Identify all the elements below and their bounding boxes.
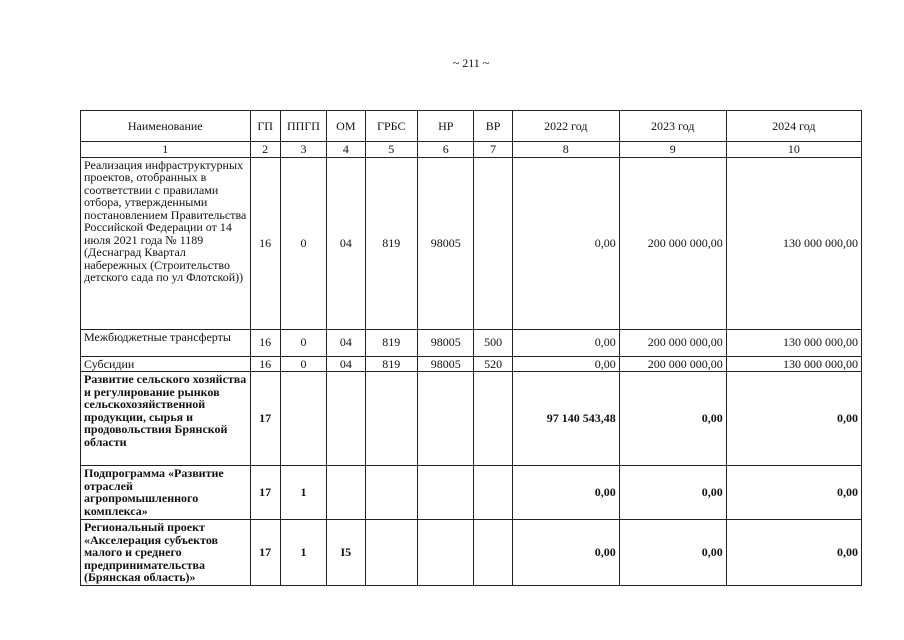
- row-nr: [417, 466, 474, 520]
- header-ppgp: ППГП: [280, 111, 326, 142]
- header-2024: 2024 год: [726, 111, 861, 142]
- header-grbs: ГРБС: [365, 111, 417, 142]
- row-2022: 0,00: [512, 520, 619, 586]
- row-nr: 98005: [417, 157, 474, 329]
- table-row: [81, 466, 862, 520]
- row-gp: 17: [250, 372, 280, 466]
- row-2023: 200 000 000,00: [619, 329, 726, 356]
- table-row: [81, 372, 862, 466]
- column-number: 3: [280, 142, 326, 158]
- row-grbs: 819: [365, 356, 417, 372]
- header-nr: НР: [417, 111, 474, 142]
- row-om: [327, 466, 365, 520]
- row-gp: 16: [250, 329, 280, 356]
- row-om: [327, 372, 365, 466]
- table-row: [81, 356, 862, 372]
- row-2023: 0,00: [619, 466, 726, 520]
- row-2024: 0,00: [726, 466, 861, 520]
- column-number: 8: [512, 142, 619, 158]
- row-vr: 500: [474, 329, 512, 356]
- row-nr: 98005: [417, 356, 474, 372]
- row-2022: 0,00: [512, 356, 619, 372]
- row-ppgp: [280, 372, 326, 466]
- row-2022: 97 140 543,48: [512, 372, 619, 466]
- row-nr: [417, 372, 474, 466]
- header-gp: ГП: [250, 111, 280, 142]
- row-om: 04: [327, 157, 365, 329]
- header-row: [81, 111, 862, 142]
- column-number: 9: [619, 142, 726, 158]
- row-2023: 200 000 000,00: [619, 356, 726, 372]
- column-number: 7: [474, 142, 512, 158]
- row-vr: 520: [474, 356, 512, 372]
- row-2024: 130 000 000,00: [726, 329, 861, 356]
- row-2024: 130 000 000,00: [726, 356, 861, 372]
- row-vr: [474, 372, 512, 466]
- table-row: [81, 329, 862, 356]
- column-number: 6: [417, 142, 474, 158]
- row-gp: 17: [250, 466, 280, 520]
- row-nr: [417, 520, 474, 586]
- row-ppgp: 1: [280, 466, 326, 520]
- row-2023: 0,00: [619, 372, 726, 466]
- row-name: Подпрограмма «Развитие отраслей агропромышленного комплекса»: [81, 466, 251, 520]
- row-grbs: [365, 466, 417, 520]
- row-ppgp: 0: [280, 356, 326, 372]
- row-om: 04: [327, 329, 365, 356]
- row-vr: [474, 157, 512, 329]
- row-2024: 0,00: [726, 520, 861, 586]
- column-number: 1: [81, 142, 251, 158]
- row-name: Субсидии: [81, 356, 251, 372]
- row-2022: 0,00: [512, 157, 619, 329]
- row-ppgp: 0: [280, 329, 326, 356]
- row-name: Развитие сельского хозяйства и регулирование рынков сельскохозяйственной продукции, сырья и продовольствия Брянской области: [81, 372, 251, 466]
- header-vr: ВР: [474, 111, 512, 142]
- row-2022: 0,00: [512, 329, 619, 356]
- column-number: 10: [726, 142, 861, 158]
- row-vr: [474, 466, 512, 520]
- row-ppgp: 1: [280, 520, 326, 586]
- header-om: ОМ: [327, 111, 365, 142]
- row-gp: 16: [250, 356, 280, 372]
- header-2022: 2022 год: [512, 111, 619, 142]
- row-2023: 200 000 000,00: [619, 157, 726, 329]
- row-nr: 98005: [417, 329, 474, 356]
- column-number: 2: [250, 142, 280, 158]
- row-grbs: [365, 372, 417, 466]
- table-row: [81, 157, 862, 329]
- header-2023: 2023 год: [619, 111, 726, 142]
- column-number: 5: [365, 142, 417, 158]
- row-name: Региональный проект «Акселерация субъектов малого и среднего предпринимательства (Брянская область)»: [81, 520, 251, 586]
- row-grbs: 819: [365, 157, 417, 329]
- row-name: Межбюджетные трансферты: [81, 329, 251, 356]
- page-number: ~ 211 ~: [452, 56, 490, 70]
- row-2023: 0,00: [619, 520, 726, 586]
- row-grbs: [365, 520, 417, 586]
- row-ppgp: 0: [280, 157, 326, 329]
- row-gp: 16: [250, 157, 280, 329]
- row-om: 04: [327, 356, 365, 372]
- row-gp: 17: [250, 520, 280, 586]
- table-row: [81, 520, 862, 586]
- header-name: Наименование: [81, 111, 251, 142]
- column-number-row: [81, 142, 862, 158]
- budget-table: [80, 110, 862, 586]
- row-2022: 0,00: [512, 466, 619, 520]
- column-number: 4: [327, 142, 365, 158]
- row-grbs: 819: [365, 329, 417, 356]
- row-vr: [474, 520, 512, 586]
- row-om: I5: [327, 520, 365, 586]
- row-2024: 130 000 000,00: [726, 157, 861, 329]
- row-name: Реализация инфраструктурных проектов, отобранных в соответствии с правилами отбора, утвержденными постановлением Правительства Российской Федерации от 14 июля 2021 года № 1189 (Деснаград Квартал набережных (Строительство детского сада по ул Флотской)): [81, 157, 251, 329]
- row-2024: 0,00: [726, 372, 861, 466]
